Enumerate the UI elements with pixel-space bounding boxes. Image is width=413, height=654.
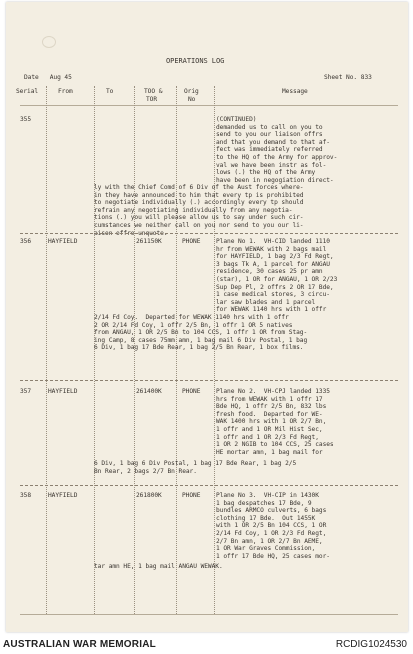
message-wide-line: tions (.) you will please allow us to say under such cir-	[94, 214, 304, 222]
message-line: Plane No 3. VH-CIP in 1430K	[216, 492, 319, 499]
message-wide-line: tar amn HE, 1 bag mail ANGAU WEWAK.	[94, 563, 223, 570]
entry-355-serial: 355	[20, 116, 32, 123]
entry-356-from: HAYFIELD	[48, 238, 78, 245]
message-wide-line: aison offre unquote.	[94, 229, 168, 237]
message-line: 3 bags Tk A, 1 parcel for ANGAU	[216, 260, 330, 268]
message-line: Bde HQ, 1 offr 2/5 Bn, 832 lbs	[216, 403, 327, 411]
archive-name: AUSTRALIAN WAR MEMORIAL	[3, 639, 156, 650]
entry-358-too: 261800K	[136, 492, 162, 499]
date-field	[24, 74, 72, 82]
message-line: have been in negogiation direct-	[216, 176, 334, 184]
entry-357-message	[216, 388, 334, 456]
archive-id: RCDIG1024530	[335, 639, 407, 650]
message-wide-line: 6 Div, 1 bag 6 Div Postal, 1 bag 17 Bde Rear, 1 bag 2/5	[94, 460, 297, 467]
message-wide-line: cumstances we neither call on you nor send to you our li-	[94, 221, 304, 229]
bottom-rule	[20, 614, 398, 615]
entry-357-message-cont	[94, 460, 296, 475]
col-rule-1	[46, 86, 47, 614]
message-line: with 1 OR 2/5 Bn 104 CCS, 1 OR	[216, 522, 327, 530]
entry-358-from: HAYFIELD	[48, 492, 78, 499]
entry-356-too: 261150K	[136, 238, 162, 245]
message-line: 1 offr and 1 OR 2/3 Fd Regt,	[216, 433, 319, 441]
message-line: hr from WEWAK with 2 bags mail	[216, 245, 327, 253]
message-line: WAK 1400 hrs with 1 OR 2/7 Bn,	[216, 418, 327, 426]
entry-358-serial: 358	[20, 492, 32, 499]
message-line: 1 OR 2 NGIB to 104 CCS, 25 cases	[216, 441, 334, 449]
date-label: Date	[24, 74, 39, 81]
message-line: lows (.) the HQ of the Army	[216, 169, 316, 177]
entry-356-orig: PHONE	[182, 238, 201, 245]
message-line: 2/14 Fd Coy, 1 OR 2/3 Fd Regt,	[216, 529, 327, 537]
col-too: TOO &	[144, 88, 163, 95]
message-line: (star), 1 OR for ANGAU, 1 OR 2/23	[216, 275, 338, 283]
entry-358-message	[216, 492, 330, 560]
entry-357-too: 261400K	[136, 388, 162, 395]
entry-357-serial: 357	[20, 388, 32, 395]
message-wide-line: refrain any negotiating individually from any negotia-	[94, 206, 293, 214]
sheet-label: Sheet No.	[324, 74, 358, 81]
message-line: 1 OR War Graves Commission,	[216, 545, 316, 553]
entry-divider	[20, 380, 398, 381]
entry-divider	[20, 233, 398, 234]
message-line: for HAYFIELD, 1 bag 2/3 Fd Regt,	[216, 253, 334, 261]
message-line: (CONTINUED)	[216, 116, 257, 123]
entry-358-orig: PHONE	[182, 492, 201, 499]
message-wide-line: 6 Div, 1 bag 17 Bde Rear, 1 bag 2/5 Bn Rear, 1 box films.	[94, 344, 304, 352]
page-title: OPERATIONS LOG	[166, 57, 225, 65]
message-line: 2/7 Bn amn, 1 OR 2/7 Bn AEME,	[216, 537, 323, 545]
punch-mark	[42, 36, 56, 48]
message-line: clothing 17 Bde. Out 1455K	[216, 514, 316, 522]
col-orig: Orig	[184, 88, 199, 95]
message-line: and that you demand to that af-	[216, 138, 330, 146]
message-line: 1 bag despatches 17 Bde, 9	[216, 499, 312, 507]
message-line: val we have been instr as fol-	[216, 161, 327, 169]
col-no: No	[188, 96, 196, 103]
log-sheet	[6, 2, 408, 632]
entry-355-message	[216, 116, 337, 184]
message-line: Plane No 2. VH-CPJ landed 1335	[216, 388, 330, 395]
message-line: fect was immediately referred	[216, 146, 323, 154]
entry-355-message-cont	[94, 184, 304, 237]
message-wide-line: ly with the Chief Comd of 6 Div of the Aust forces where-	[94, 184, 304, 191]
entry-356-message-cont	[94, 314, 307, 352]
message-line: 1 offr 17 Bde HQ, 25 cases mor-	[216, 552, 330, 560]
col-message: Message	[282, 88, 308, 95]
message-line: Plane No 1. VH-CID landed 1110	[216, 238, 330, 245]
message-wide-line: 2/14 Fd Coy. Departed for WEWAK 1140 hrs with 1 offr	[94, 314, 289, 321]
entry-356-message	[216, 238, 337, 314]
message-line: residence, 30 cases 25 pr amn	[216, 268, 323, 276]
message-wide-line: Bn Rear, 2 bags 2/7 Bn Rear.	[94, 467, 197, 475]
entry-358-message-cont	[94, 563, 223, 571]
message-line: hrs from WEWAK with 1 offr 17	[216, 395, 323, 403]
message-wide-line: to negotiate individually (.) accordingly every tp should	[94, 199, 304, 207]
message-line: demanded us to call on you to	[216, 123, 323, 131]
sheet-value: 833	[360, 74, 372, 81]
message-line: 1 case medical stores, 3 circu-	[216, 291, 330, 299]
header-rule	[20, 105, 398, 106]
message-line: to the HQ of the Army for approv-	[216, 153, 338, 161]
message-wide-line: ing Camp, 8 cases 75mm amn, 1 bag mail 6 Div Postal, 1 bag	[94, 336, 308, 344]
message-wide-line: from ANGAU, 1 OR 2/5 Bn to 104 CCS, 1 offr 1 OR from Stag-	[94, 329, 308, 337]
col-tor: TOR	[146, 96, 158, 103]
entry-divider	[20, 485, 398, 486]
message-line: HE mortar amn, 1 bag mail for	[216, 448, 323, 456]
message-line: Sup Dep Pl, 2 offrs 2 OR 17 Bde,	[216, 283, 334, 291]
message-line: send to you our liaison offrs	[216, 131, 323, 139]
col-from: From	[58, 88, 73, 95]
message-wide-line: 2 OR 2/14 Fd Coy, 1 offr 2/5 Bn, 1 offr 1 OR 5 natives	[94, 321, 293, 329]
entry-357-orig: PHONE	[182, 388, 201, 395]
message-line: lar saw blades and 1 parcel	[216, 298, 316, 306]
date-value: Aug 45	[49, 74, 72, 81]
entry-356-serial: 356	[20, 238, 32, 245]
message-wide-line: in they have announced to him that every tp is prohibited	[94, 191, 304, 199]
message-line: fresh food. Departed for WE-	[216, 410, 323, 418]
message-line: bundles ARMCO culverts, 6 bags	[216, 507, 327, 515]
col-serial: Serial	[16, 88, 39, 95]
sheet-field	[324, 74, 372, 82]
archive-footer	[0, 636, 413, 654]
message-line: 1 offr and 1 OR Mil Hist Sec,	[216, 425, 323, 433]
col-to: To	[106, 88, 114, 95]
message-line: for WEWAK 1140 hrs with 1 offr	[216, 306, 327, 314]
entry-357-from: HAYFIELD	[48, 388, 78, 395]
